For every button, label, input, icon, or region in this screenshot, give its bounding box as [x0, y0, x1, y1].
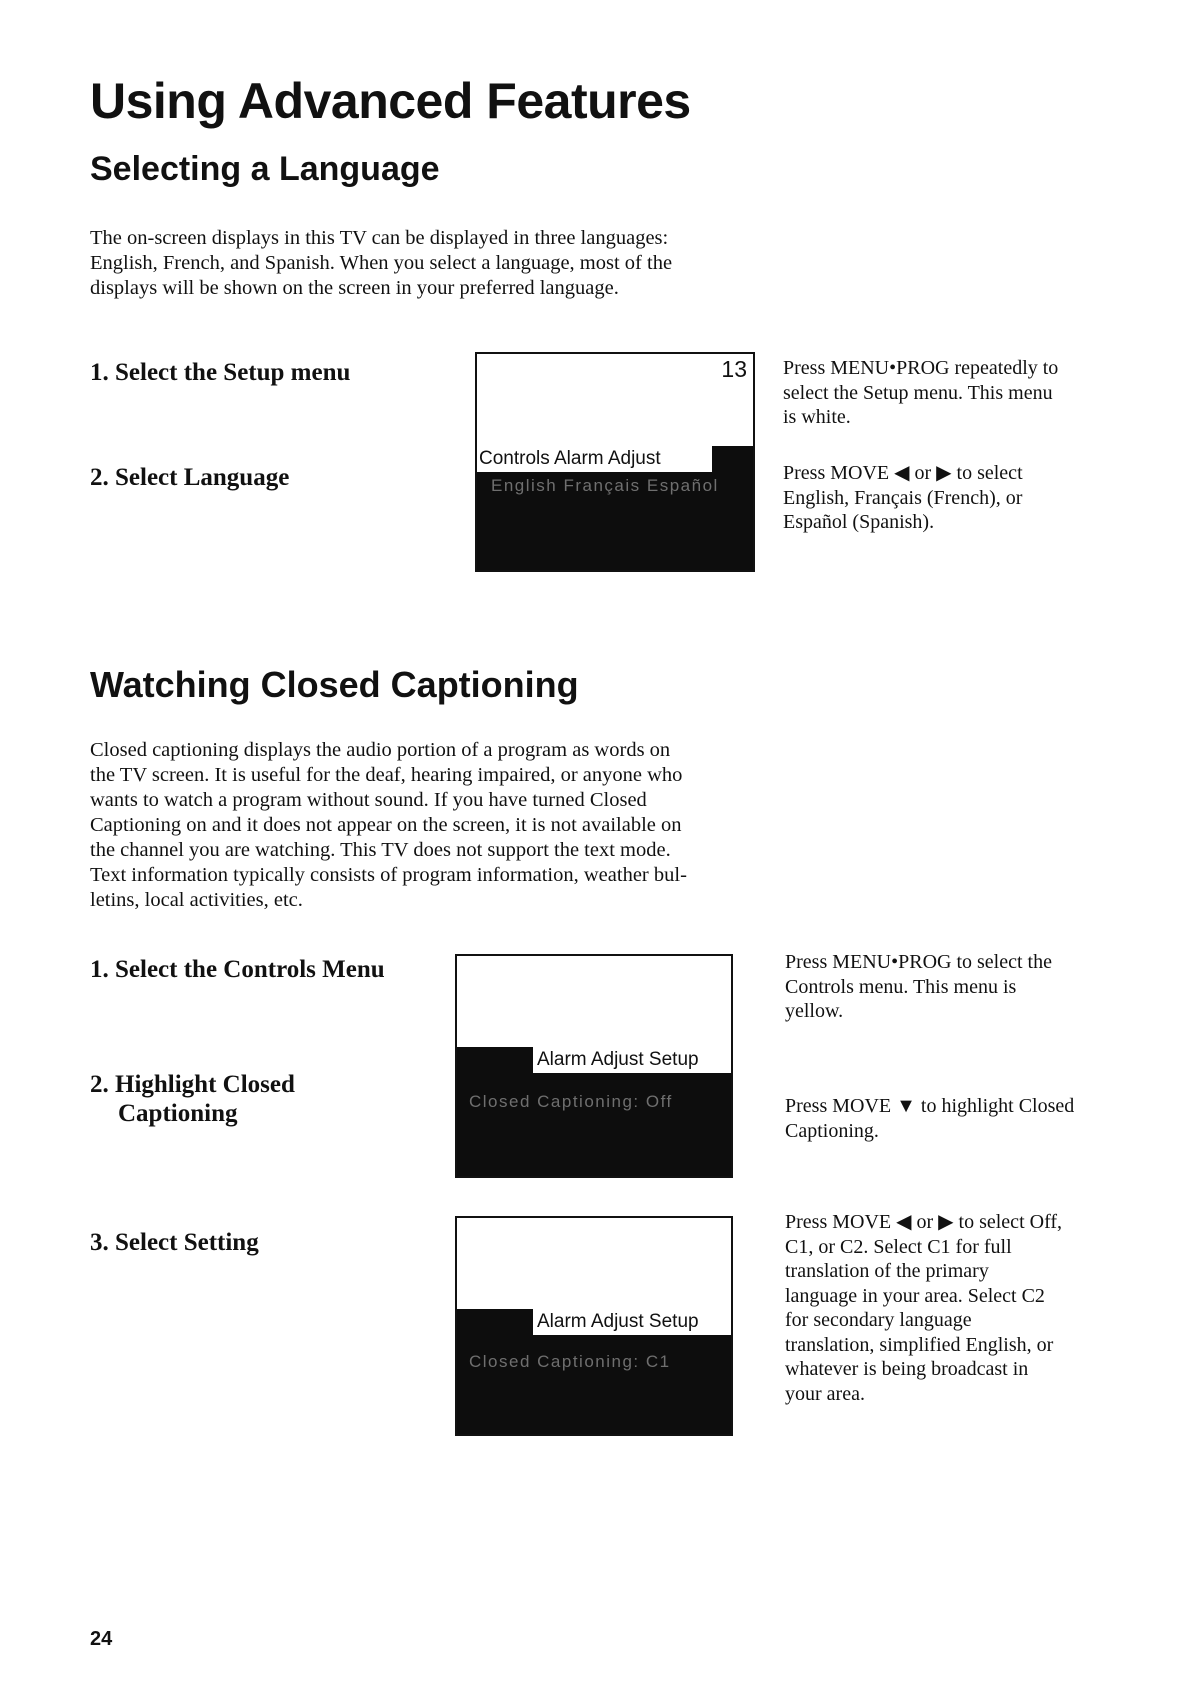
instruction-line: Press MENU•PROG to select the [785, 951, 1052, 973]
instruction-line: Español (Spanish). [783, 511, 935, 533]
controls-menu-bar: Alarm Adjust Setup [537, 1311, 699, 1332]
step-line: Captioning [118, 1100, 238, 1127]
captioning-setting: Closed Captioning: C1 [469, 1352, 671, 1371]
captioning-setting: Closed Captioning: Off [469, 1092, 673, 1111]
language-intro-line: English, French, and Spanish. When you select a language, most of the [90, 252, 673, 274]
tv-screen-captioning-off [455, 954, 733, 1178]
page-number: 24 [90, 1628, 113, 1650]
language-instruction-2 [783, 461, 1023, 535]
instruction-line: Press MOVE ◀ or ▶ to select [783, 462, 1023, 484]
step-line: 2. Highlight Closed [90, 1071, 295, 1098]
captioning-step-1: 1. Select the Controls Menu [90, 956, 385, 983]
captioning-intro [90, 738, 687, 913]
instruction-line: Press MENU•PROG repeatedly to [783, 357, 1059, 379]
language-intro [90, 226, 672, 301]
instruction-line: C1, or C2. Select C1 for full [785, 1235, 1012, 1258]
instruction-line: Controls menu. This menu is [785, 975, 1017, 998]
language-intro-line: displays will be shown on the screen in your preferred language. [90, 277, 619, 299]
controls-menu-bar: Alarm Adjust Setup [537, 1049, 699, 1070]
instruction-line: whatever is being broadcast in [785, 1358, 1029, 1380]
language-options: English Français Español [491, 476, 719, 495]
controls-tab-highlight [457, 1047, 533, 1073]
instruction-line: select the Setup menu. This menu [783, 381, 1053, 404]
tv-screen-captioning-c1 [455, 1216, 733, 1436]
setup-tab-highlight [712, 446, 753, 472]
language-step-1: 1. Select the Setup menu [90, 359, 351, 386]
captioning-panel [457, 1073, 731, 1176]
captioning-intro-line: the channel you are watching. This TV does not support the text mode. [90, 839, 671, 861]
instruction-line: language in your area. Select C2 [785, 1284, 1045, 1307]
captioning-panel [457, 1335, 731, 1434]
captioning-step-2 [90, 1070, 295, 1128]
tv-screen-language [475, 352, 755, 572]
instruction-line: yellow. [785, 1000, 844, 1022]
captioning-intro-line: the TV screen. It is useful for the deaf, hearing impaired, or anyone who [90, 764, 683, 786]
instruction-line: is white. [783, 406, 851, 428]
instruction-line: your area. [785, 1382, 865, 1405]
captioning-instruction-3 [785, 1210, 1062, 1406]
language-step-2: 2. Select Language [90, 464, 290, 491]
captioning-intro-line: Closed captioning displays the audio portion of a program as words on [90, 739, 671, 761]
instruction-line: Captioning. [785, 1119, 879, 1142]
instruction-line: translation, simplified English, or [785, 1333, 1054, 1356]
captioning-step-3: 3. Select Setting [90, 1229, 259, 1256]
section-heading-captioning: Watching Closed Captioning [90, 664, 579, 705]
captioning-instruction-1 [785, 950, 1052, 1024]
instruction-line: Press MOVE ◀ or ▶ to select Off, [785, 1211, 1063, 1233]
captioning-intro-line: letins, local activities, etc. [90, 889, 303, 911]
channel-number: 13 [721, 356, 747, 382]
captioning-intro-line: Text information typically consists of program information, weather bul- [90, 864, 687, 886]
section-heading-language: Selecting a Language [90, 150, 440, 188]
instruction-line: English, Français (French), or [783, 486, 1023, 509]
controls-tab-highlight [457, 1309, 533, 1335]
instruction-line: Press MOVE ▼ to highlight Closed [785, 1095, 1075, 1117]
language-instruction-1 [783, 356, 1058, 430]
captioning-instruction-2 [785, 1094, 1074, 1143]
instruction-line: translation of the primary [785, 1260, 989, 1282]
page-title: Using Advanced Features [90, 73, 691, 129]
instruction-line: for secondary language [785, 1309, 972, 1331]
setup-menu-bar: Controls Alarm Adjust [477, 446, 714, 472]
captioning-intro-line: wants to watch a program without sound. If you have turned Closed [90, 789, 647, 811]
language-intro-line: The on-screen displays in this TV can be displayed in three languages: [90, 227, 669, 249]
captioning-intro-line: Captioning on and it does not appear on the screen, it is not available on [90, 814, 682, 836]
